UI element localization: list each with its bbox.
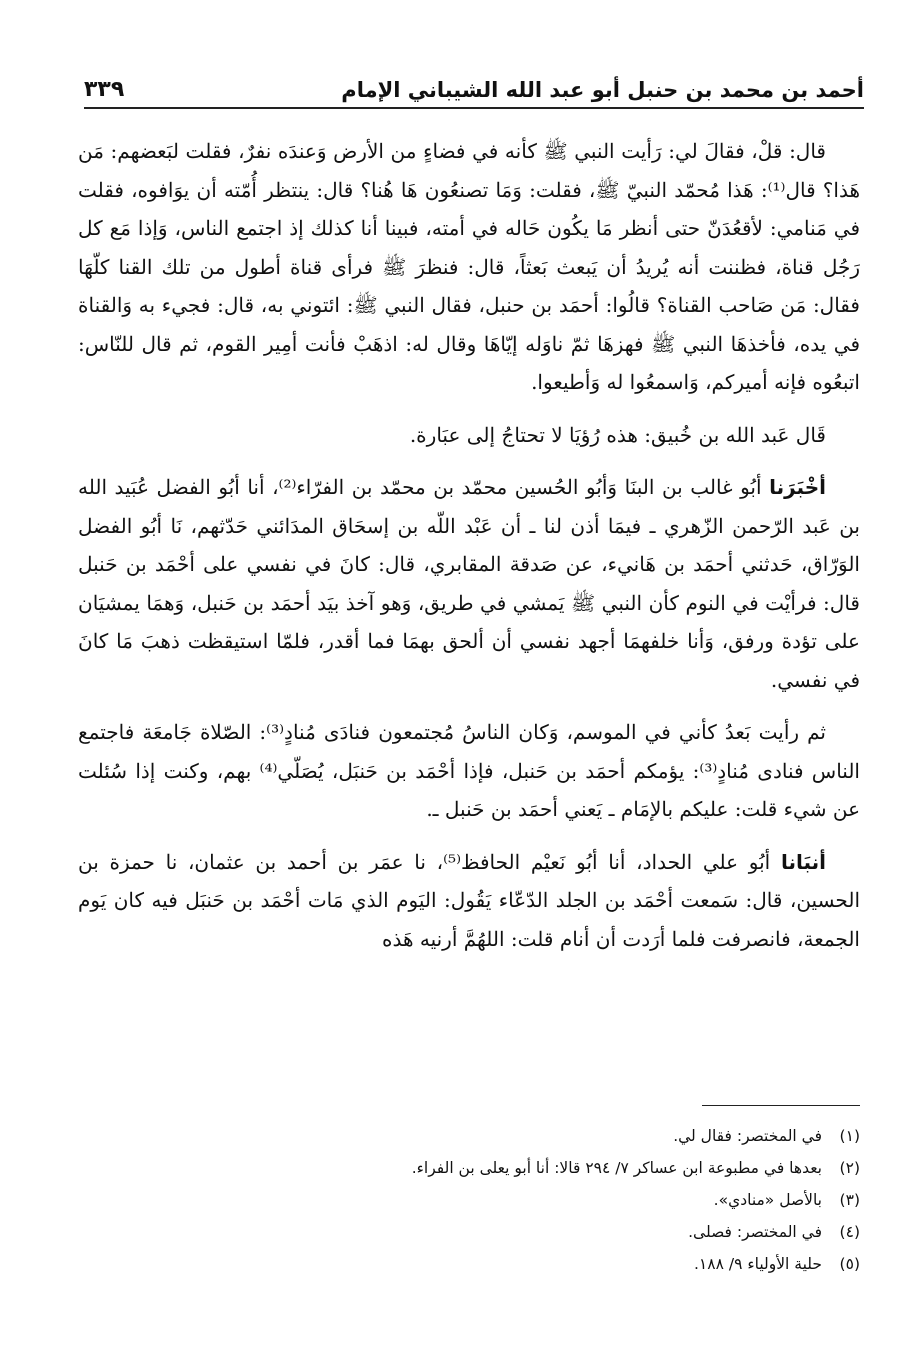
paragraph-haddad-report xyxy=(78,843,860,959)
page-number: ٣٣٩ xyxy=(84,77,125,102)
paragraph-sadaqa-report xyxy=(78,468,860,699)
footnote-number: (٤) xyxy=(839,1223,860,1241)
footnote-item xyxy=(78,1184,860,1216)
footnotes xyxy=(78,1120,860,1280)
footnote-number: (١) xyxy=(839,1127,860,1145)
footnote-text: بالأصل «منادي». xyxy=(713,1191,822,1209)
main-text xyxy=(78,132,860,958)
paragraph-text: قال: قلْ، فقالَ لي: رَأيت النبي ﷺ كأنه في فضاءٍ من الأرض وَعندَه نفرٌ، فقلت لبَعضهم: مَن هَذا؟ قال⁽¹⁾: هَذا مُحمّد النبيّ ﷺ، فقلت: وَمَا تصنعُون هَا هُنا؟ قال: ينتظر أُمّته أن يوَافوه، فقلت في مَنامي: لأقعُدَنّ حتى أنظر مَا يكُون حَاله في أمته، فبينا أنا كذلك إذ اجتمع الناس، وَإذا مَع كل رَجُل قناة، فظننت أنه يُريدُ أن يَبعث بَعثاً، قال: فنظرَ ﷺ فرأى قناة أطول من تلك القنا كلّهَا فقال: مَن صَاحب القناة؟ قالُوا: أحمَد بن حنبل، فقال النبي ﷺ: ائتوني به، قال: فجيء به وَالقناة في يده، فأخذهَا النبي ﷺ فهزهَا ثمّ ناوَله إيّاهَا وقال له: اذهَبْ فأنت أمِير القوم، ثم قال للنّاس: اتبعُوه فإنه أميركم، وَاسمعُوا له وَأطيعوا. xyxy=(78,139,861,394)
footnote-text: في المختصر: فصلى. xyxy=(688,1223,822,1241)
paragraph-text: ثم رأيت بَعدُ كأني في الموسم، وَكان الناسُ مُجتمعون فنادَى مُنادٍ⁽³⁾: الصّلاة جَامعَة فاجتمع الناس فنادى مُنادٍ⁽³⁾: يؤمكم أحمَد بن حَنبل، فإذا أحْمَد بن حَنبَل، يُصَلّي⁽⁴⁾ بهم، وكنت إذا سُئلت عن شيء قلت: عليكم بالإمَام ـ يَعني أحمَد بن حَنبل ـ. xyxy=(78,720,860,821)
footnote-number: (٢) xyxy=(839,1159,860,1177)
footnote-item xyxy=(78,1152,860,1184)
footnote-item xyxy=(78,1216,860,1248)
footnote-number: (٥) xyxy=(839,1255,860,1273)
paragraph-text: أبُو غالب بن البنَا وَأبُو الحُسين محمّد بن محمّد بن الفرّاء⁽²⁾، أنا أبُو الفضل عُبَيد الله بن عَبد الرّحمن الزّهري ـ فيمَا أذن لنا ـ أن عَبْد اللّه بن إسحَاق المدَائني حَدّثهم، نَا أبُو الفضل الوَرّاق، حَدثني أحمَد بن هَانيء، عن صَدقة المقابري، قال: كانَ في نفسي على أحْمَد بن حَنبل قال: فرأيْت في النوم كأن النبي ﷺ يَمشي في طريق، وَهو آخذ بيَد أحمَد بن حَنبل، وَهمَا يمشيَان على تؤدة ورفق، وَأنا خلفهمَا أجهد نفسي أن ألحق بهمَا فما أقدر، فلمّا استيقظت ذهبَ مَا كانَ في نفسي. xyxy=(78,475,860,692)
footnote-text: بعدها في مطبوعة ابن عساكر ٧/ ٢٩٤ قالا: أنا أبو يعلى بن الفراء. xyxy=(411,1159,822,1177)
paragraph-abdullah-comment xyxy=(78,416,860,455)
paragraph-text: قَال عَبد الله بن خُبيق: هذه رُؤيَا لا تحتاجُ إلى عبَارة. xyxy=(409,422,826,447)
running-header xyxy=(84,58,864,102)
transmission-term: أنبَانا xyxy=(780,849,826,874)
footnote-rule xyxy=(702,1105,860,1106)
footnote-text: في المختصر: فقال لي. xyxy=(673,1127,822,1145)
running-title: أحمد بن محمد بن حنبل أبو عبد الله الشيباني الإمام xyxy=(341,78,864,102)
header-rule xyxy=(84,107,864,109)
footnote-number: (٣) xyxy=(839,1191,860,1209)
paragraph-mawsim-dream xyxy=(78,713,860,829)
footnote-item xyxy=(78,1120,860,1152)
transmission-term: أخْبَرَنا xyxy=(769,475,826,499)
paragraph-text: أبُو علي الحداد، أنا أبُو نَعيْم الحافظ⁽⁵⁾، نا عمَر بن أحمد بن عثمان، نا حمزة بن الحسين، قال: سَمعت أحْمَد بن الجلد الدّعّاء يَقُول: اليَوم الذي مَات أحْمَد بن حَنبَل فيه كان يَوم الجمعة، فانصرفت فلما أرَدت أن أنام قلت: اللهُمَّ أرنيه هَذه xyxy=(78,849,860,951)
footnote-item xyxy=(78,1248,860,1280)
footnote-text: حلية الأولياء ٩/ ١٨٨. xyxy=(693,1255,822,1273)
paragraph-dream-account xyxy=(78,132,860,402)
